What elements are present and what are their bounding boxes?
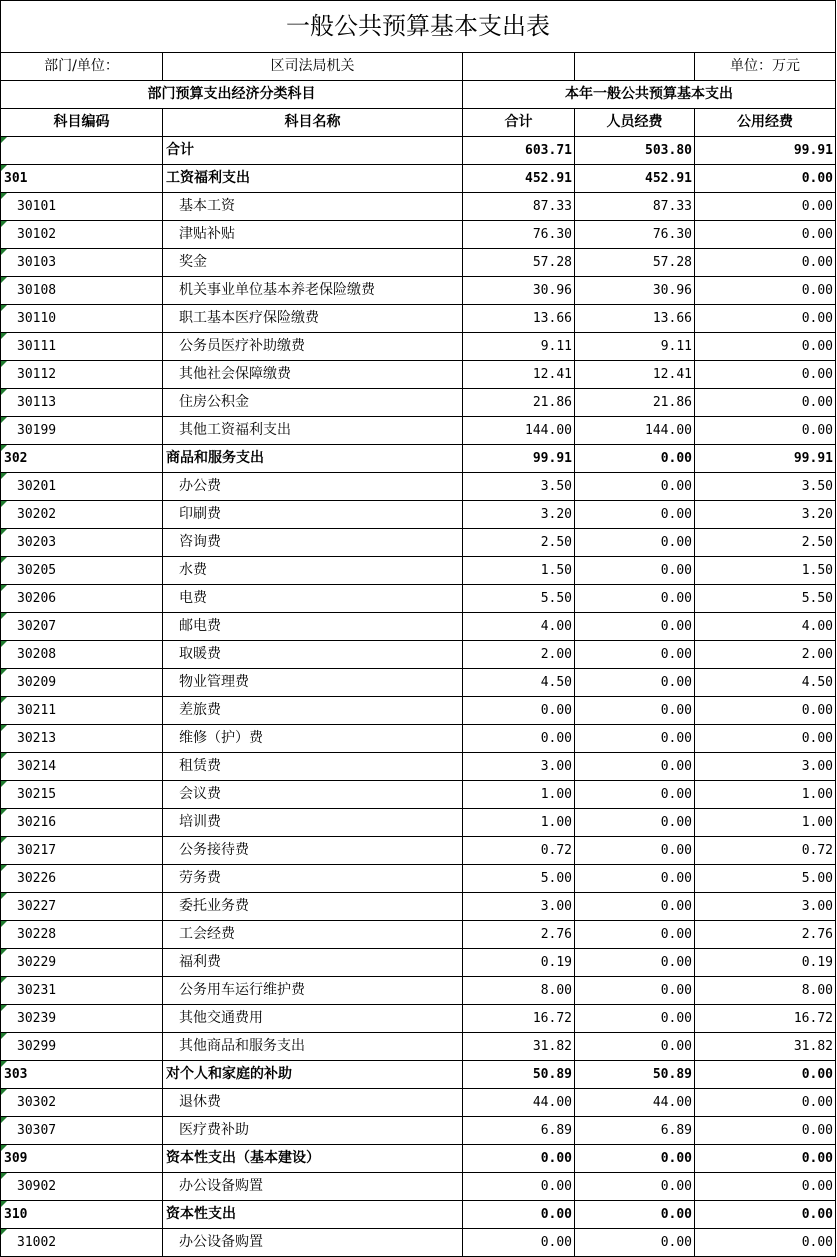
row-public: 0.00: [695, 193, 836, 221]
row-total: 2.50: [463, 529, 575, 557]
summary-code-cell: [1, 137, 163, 165]
row-code: 30199: [1, 417, 163, 445]
row-code: 30228: [1, 921, 163, 949]
table-row: [1, 1145, 836, 1173]
public-header: 公用经费: [695, 109, 836, 137]
row-public: 31.82: [695, 1033, 836, 1061]
row-public: 0.00: [695, 1145, 836, 1173]
row-code: 30226: [1, 865, 163, 893]
row-public: 0.00: [695, 333, 836, 361]
row-code: 30213: [1, 725, 163, 753]
row-code: 30209: [1, 669, 163, 697]
dept-label: 部门/单位：: [1, 53, 163, 81]
row-public: 0.19: [695, 949, 836, 977]
table-row: [1, 809, 836, 837]
row-name: 工会经费: [163, 921, 463, 949]
row-total: 57.28: [463, 249, 575, 277]
row-total: 16.72: [463, 1005, 575, 1033]
table-row: [1, 1061, 836, 1089]
row-code: 30203: [1, 529, 163, 557]
row-public: 0.00: [695, 221, 836, 249]
table-row: [1, 585, 836, 613]
row-name: 资本性支出（基本建设）: [163, 1145, 463, 1173]
row-personnel: 452.91: [575, 165, 695, 193]
row-public: 0.00: [695, 389, 836, 417]
row-total: 0.00: [463, 697, 575, 725]
row-personnel: 0.00: [575, 893, 695, 921]
row-code: 30215: [1, 781, 163, 809]
row-code: 30111: [1, 333, 163, 361]
table-row: [1, 781, 836, 809]
row-name: 对个人和家庭的补助: [163, 1061, 463, 1089]
row-public: 1.50: [695, 557, 836, 585]
table-row: [1, 641, 836, 669]
row-public: 0.00: [695, 277, 836, 305]
row-total: 1.00: [463, 809, 575, 837]
row-total: 5.50: [463, 585, 575, 613]
row-public: 3.50: [695, 473, 836, 501]
right-group-header: 本年一般公共预算基本支出: [463, 81, 836, 109]
row-total: 30.96: [463, 277, 575, 305]
row-public: 0.00: [695, 1173, 836, 1201]
row-personnel: 21.86: [575, 389, 695, 417]
row-personnel: 0.00: [575, 949, 695, 977]
row-personnel: 0.00: [575, 585, 695, 613]
row-total: 99.91: [463, 445, 575, 473]
row-total: 3.00: [463, 753, 575, 781]
row-code: 30231: [1, 977, 163, 1005]
row-name: 商品和服务支出: [163, 445, 463, 473]
row-name: 工资福利支出: [163, 165, 463, 193]
row-code: 30214: [1, 753, 163, 781]
table-row: [1, 1005, 836, 1033]
row-code: 30229: [1, 949, 163, 977]
row-personnel: 0.00: [575, 669, 695, 697]
row-name: 公务用车运行维护费: [163, 977, 463, 1005]
table-row: [1, 221, 836, 249]
row-personnel: 0.00: [575, 1173, 695, 1201]
row-public: 8.00: [695, 977, 836, 1005]
row-public: 0.00: [695, 1061, 836, 1089]
summary-public: 99.91: [695, 137, 836, 165]
row-public: 0.00: [695, 361, 836, 389]
row-code: 30201: [1, 473, 163, 501]
row-public: 3.00: [695, 893, 836, 921]
row-public: 0.00: [695, 1229, 836, 1257]
row-code: 31002: [1, 1229, 163, 1257]
row-public: 0.00: [695, 1201, 836, 1229]
table-row: [1, 1173, 836, 1201]
row-personnel: 0.00: [575, 473, 695, 501]
row-code: 30202: [1, 501, 163, 529]
row-name: 奖金: [163, 249, 463, 277]
table-row: [1, 277, 836, 305]
row-code: 310: [1, 1201, 163, 1229]
row-total: 13.66: [463, 305, 575, 333]
row-code: 30307: [1, 1117, 163, 1145]
row-personnel: 30.96: [575, 277, 695, 305]
row-code: 30216: [1, 809, 163, 837]
row-code: 30227: [1, 893, 163, 921]
table-row: [1, 1117, 836, 1145]
row-total: 0.72: [463, 837, 575, 865]
row-public: 0.00: [695, 417, 836, 445]
dept-value: 区司法局机关: [163, 53, 463, 81]
table-row: [1, 445, 836, 473]
row-name: 其他工资福利支出: [163, 417, 463, 445]
row-code: 30101: [1, 193, 163, 221]
row-personnel: 0.00: [575, 613, 695, 641]
row-name: 职工基本医疗保险缴费: [163, 305, 463, 333]
row-personnel: 12.41: [575, 361, 695, 389]
row-total: 3.50: [463, 473, 575, 501]
row-name: 差旅费: [163, 697, 463, 725]
row-total: 8.00: [463, 977, 575, 1005]
empty-cell: [575, 53, 695, 81]
row-total: 1.00: [463, 781, 575, 809]
row-total: 2.00: [463, 641, 575, 669]
row-code: 30102: [1, 221, 163, 249]
row-public: 1.00: [695, 809, 836, 837]
row-public: 2.00: [695, 641, 836, 669]
summary-label: 合计: [163, 137, 463, 165]
table-row: [1, 837, 836, 865]
row-name: 租赁费: [163, 753, 463, 781]
row-total: 0.00: [463, 1145, 575, 1173]
row-code: 30217: [1, 837, 163, 865]
row-name: 公务接待费: [163, 837, 463, 865]
row-public: 0.00: [695, 1089, 836, 1117]
row-personnel: 13.66: [575, 305, 695, 333]
row-personnel: 0.00: [575, 557, 695, 585]
row-name: 取暖费: [163, 641, 463, 669]
row-name: 其他社会保障缴费: [163, 361, 463, 389]
row-public: 4.00: [695, 613, 836, 641]
row-name: 住房公积金: [163, 389, 463, 417]
row-code: 30108: [1, 277, 163, 305]
row-code: 30206: [1, 585, 163, 613]
row-total: 5.00: [463, 865, 575, 893]
table-row: [1, 193, 836, 221]
name-header: 科目名称: [163, 109, 463, 137]
row-name: 会议费: [163, 781, 463, 809]
row-personnel: 0.00: [575, 1229, 695, 1257]
row-name: 劳务费: [163, 865, 463, 893]
row-name: 委托业务费: [163, 893, 463, 921]
row-personnel: 0.00: [575, 753, 695, 781]
row-name: 邮电费: [163, 613, 463, 641]
row-name: 其他商品和服务支出: [163, 1033, 463, 1061]
row-personnel: 44.00: [575, 1089, 695, 1117]
table-row: [1, 389, 836, 417]
row-total: 0.19: [463, 949, 575, 977]
row-personnel: 0.00: [575, 445, 695, 473]
row-code: 30208: [1, 641, 163, 669]
table-row: [1, 977, 836, 1005]
table-row: [1, 669, 836, 697]
table-row: [1, 893, 836, 921]
row-code: 30239: [1, 1005, 163, 1033]
table-row: [1, 1089, 836, 1117]
row-name: 退休费: [163, 1089, 463, 1117]
row-personnel: 0.00: [575, 809, 695, 837]
row-public: 0.00: [695, 305, 836, 333]
row-name: 公务员医疗补助缴费: [163, 333, 463, 361]
row-personnel: 144.00: [575, 417, 695, 445]
table-row: [1, 949, 836, 977]
row-personnel: 0.00: [575, 641, 695, 669]
summary-personnel: 503.80: [575, 137, 695, 165]
row-total: 3.20: [463, 501, 575, 529]
row-personnel: 0.00: [575, 781, 695, 809]
table-row: [1, 249, 836, 277]
row-total: 76.30: [463, 221, 575, 249]
code-header: 科目编码: [1, 109, 163, 137]
table-row: [1, 529, 836, 557]
row-personnel: 6.89: [575, 1117, 695, 1145]
table-row: [1, 333, 836, 361]
row-public: 5.00: [695, 865, 836, 893]
row-total: 0.00: [463, 725, 575, 753]
row-public: 16.72: [695, 1005, 836, 1033]
row-total: 452.91: [463, 165, 575, 193]
row-total: 4.50: [463, 669, 575, 697]
row-code: 30902: [1, 1173, 163, 1201]
row-public: 4.50: [695, 669, 836, 697]
table-row: [1, 1201, 836, 1229]
table-row: [1, 417, 836, 445]
row-code: 303: [1, 1061, 163, 1089]
row-public: 1.00: [695, 781, 836, 809]
row-total: 3.00: [463, 893, 575, 921]
row-personnel: 50.89: [575, 1061, 695, 1089]
unit-label: 单位：万元: [695, 53, 836, 81]
table-row: [1, 613, 836, 641]
row-personnel: 0.00: [575, 921, 695, 949]
row-personnel: 0.00: [575, 977, 695, 1005]
row-code: 30112: [1, 361, 163, 389]
row-code: 30299: [1, 1033, 163, 1061]
row-total: 0.00: [463, 1201, 575, 1229]
row-total: 0.00: [463, 1229, 575, 1257]
row-total: 2.76: [463, 921, 575, 949]
row-total: 31.82: [463, 1033, 575, 1061]
row-name: 水费: [163, 557, 463, 585]
row-public: 99.91: [695, 445, 836, 473]
table-row: [1, 501, 836, 529]
row-personnel: 0.00: [575, 837, 695, 865]
row-code: 30207: [1, 613, 163, 641]
row-personnel: 0.00: [575, 501, 695, 529]
row-total: 1.50: [463, 557, 575, 585]
row-public: 0.00: [695, 697, 836, 725]
row-public: 2.76: [695, 921, 836, 949]
row-name: 机关事业单位基本养老保险缴费: [163, 277, 463, 305]
table-row: [1, 557, 836, 585]
left-group-header: 部门预算支出经济分类科目: [1, 81, 463, 109]
table-row: [1, 361, 836, 389]
row-public: 3.00: [695, 753, 836, 781]
row-total: 0.00: [463, 1173, 575, 1201]
table-row: [1, 165, 836, 193]
table-row: [1, 921, 836, 949]
table-row: [1, 305, 836, 333]
row-personnel: 0.00: [575, 725, 695, 753]
row-total: 6.89: [463, 1117, 575, 1145]
table-row: [1, 1229, 836, 1257]
row-code: 30113: [1, 389, 163, 417]
table-row: [1, 697, 836, 725]
table-row: [1, 753, 836, 781]
row-name: 办公设备购置: [163, 1229, 463, 1257]
row-personnel: 9.11: [575, 333, 695, 361]
empty-cell: [463, 53, 575, 81]
row-personnel: 0.00: [575, 1145, 695, 1173]
total-header: 合计: [463, 109, 575, 137]
personnel-header: 人员经费: [575, 109, 695, 137]
row-name: 其他交通费用: [163, 1005, 463, 1033]
row-personnel: 0.00: [575, 1005, 695, 1033]
row-code: 30205: [1, 557, 163, 585]
row-total: 50.89: [463, 1061, 575, 1089]
table-row: [1, 473, 836, 501]
row-personnel: 57.28: [575, 249, 695, 277]
row-name: 维修（护）费: [163, 725, 463, 753]
row-personnel: 0.00: [575, 529, 695, 557]
table-row: [1, 1033, 836, 1061]
row-name: 福利费: [163, 949, 463, 977]
row-personnel: 0.00: [575, 697, 695, 725]
row-public: 0.00: [695, 1117, 836, 1145]
row-personnel: 0.00: [575, 1201, 695, 1229]
row-name: 医疗费补助: [163, 1117, 463, 1145]
row-code: 301: [1, 165, 163, 193]
summary-total: 603.71: [463, 137, 575, 165]
table-row: [1, 725, 836, 753]
row-name: 印刷费: [163, 501, 463, 529]
row-public: 5.50: [695, 585, 836, 613]
row-name: 资本性支出: [163, 1201, 463, 1229]
row-personnel: 76.30: [575, 221, 695, 249]
row-total: 87.33: [463, 193, 575, 221]
row-personnel: 87.33: [575, 193, 695, 221]
row-code: 30211: [1, 697, 163, 725]
row-public: 0.00: [695, 165, 836, 193]
row-name: 办公设备购置: [163, 1173, 463, 1201]
row-public: 0.00: [695, 725, 836, 753]
row-total: 12.41: [463, 361, 575, 389]
row-total: 21.86: [463, 389, 575, 417]
row-personnel: 0.00: [575, 865, 695, 893]
row-name: 咨询费: [163, 529, 463, 557]
row-personnel: 0.00: [575, 1033, 695, 1061]
page-title: 一般公共预算基本支出表: [1, 1, 836, 53]
row-name: 电费: [163, 585, 463, 613]
row-name: 培训费: [163, 809, 463, 837]
row-public: 3.20: [695, 501, 836, 529]
row-total: 144.00: [463, 417, 575, 445]
row-code: 30110: [1, 305, 163, 333]
row-code: 30302: [1, 1089, 163, 1117]
row-name: 办公费: [163, 473, 463, 501]
row-total: 9.11: [463, 333, 575, 361]
row-name: 基本工资: [163, 193, 463, 221]
row-code: 302: [1, 445, 163, 473]
row-public: 0.00: [695, 249, 836, 277]
row-total: 44.00: [463, 1089, 575, 1117]
row-total: 4.00: [463, 613, 575, 641]
row-name: 津贴补贴: [163, 221, 463, 249]
row-public: 2.50: [695, 529, 836, 557]
table-row: [1, 865, 836, 893]
row-code: 309: [1, 1145, 163, 1173]
row-code: 30103: [1, 249, 163, 277]
row-name: 物业管理费: [163, 669, 463, 697]
row-public: 0.72: [695, 837, 836, 865]
